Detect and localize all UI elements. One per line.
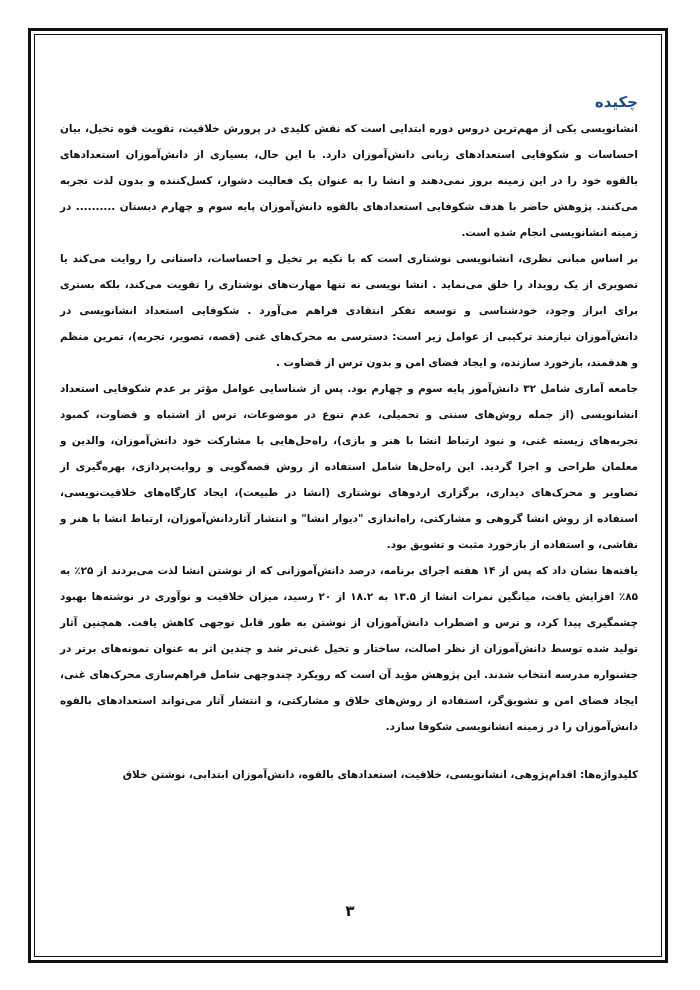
- abstract-title: چکیده: [594, 93, 638, 111]
- abstract-paragraph-1: انشانویسی یکی از مهم‌ترین دروس دوره ابتدایی است که نقش کلیدی در پرورش خلاقیت، تقویت قوه تخیل، بیان احساسات و شکوفایی استعدادهای زبانی دانش‌آموزان دارد. با این حال، بسیاری از دانش‌آموزان استعدادهای بالقوه خود را در این زمینه بروز نمی‌دهند و انشا را به عنوان یک فعالیت دشوار، کسل‌کننده و بدون لذت تجربه می‌کنند. پژوهش حاضر با هدف شکوفایی استعدادهای بالقوه دانش‌آموزان پایه سوم و چهارم دبستان .......... در زمینه انشانویسی انجام شده است.: [60, 123, 638, 239]
- page-number: ۳: [345, 902, 355, 920]
- abstract-section: [60, 92, 638, 788]
- abstract-paragraph-2: بر اساس مبانی نظری، انشانویسی نوشتاری است که با تکیه بر تخیل و احساسات، داستانی را روایت می‌کند یا تصویری از یک رویداد را خلق می‌نماید . انشا نویسی نه تنها مهارت‌های نوشتاری را تقویت می‌کند، بلکه بستری برای ابراز وجود، خودشناسی و توسعه تفکر انتقادی فراهم می‌آورد . شکوفایی استعداد انشانویسی در دانش‌آموزان نیازمند ترکیبی از عوامل زیر است: دسترسی به محرک‌های غنی (قصه، تصویر، تجربه)، تمرین منظم و هدفمند، بازخورد سازنده، و ایجاد فضای امن و بدون ترس از قضاوت .: [60, 253, 638, 369]
- abstract-paragraph-3: جامعه آماری شامل ۳۲ دانش‌آموز پایه سوم و چهارم بود. پس از شناسایی عوامل مؤثر بر عدم شکوفایی استعداد انشانویسی (از جمله روش‌های سنتی و تحمیلی، عدم تنوع در موضوعات، ترس از اشتباه و قضاوت، کمبود تجربه‌های زیسته غنی، و نبود ارتباط انشا با هنر و بازی)، راه‌حل‌هایی با مشارکت خود دانش‌آموزان، والدین و معلمان طراحی و اجرا گردید. این راه‌حل‌ها شامل استفاده از روش قصه‌گویی و روایت‌پردازی، بهره‌گیری از تصاویر و محرک‌های دیداری، برگزاری اردوهای نوشتاری (انشا در طبیعت)، ایجاد کارگاه‌های خلاقیت‌نویسی، استفاده از روش انشا گروهی و مشارکتی، راه‌اندازی "دیوار انشا" و انتشار آثاردانش‌آموزان، ارتباط انشا با هنر و نقاشی، و استفاده از بازخورد مثبت و تشویق بود.: [60, 383, 638, 551]
- keywords-line: کلیدواژه‌ها: اقدام‌پژوهی، انشانویسی، خلاقیت، استعدادهای بالقوه، دانش‌آموزان ابتدایی، نوشتن خلاق: [122, 769, 638, 781]
- abstract-paragraph-4: یافته‌ها نشان داد که پس از ۱۴ هفته اجرای برنامه، درصد دانش‌آموزانی که از نوشتن انشا لذت می‌بردند از ۲۵٪ به ۸۵٪ افزایش یافت، میانگین نمرات انشا از ۱۳.۵ به ۱۸.۲ از ۲۰ رسید، میزان خلاقیت و نوآوری در نوشته‌ها بهبود چشمگیری پیدا کرد، و ترس و اضطراب دانش‌آموزان از نوشتن به طور قابل توجهی کاهش یافت. همچنین آثار تولید شده توسط دانش‌آموزان از نظر اصالت، ساختار و تخیل غنی‌تر شد و چندین اثر به عنوان نمونه‌های برتر در جشنواره مدرسه انتخاب شدند. این پژوهش مؤید آن است که رویکرد چندوجهی شامل فراهم‌سازی محرک‌های غنی، ایجاد فضای امن و تشویق‌گر، استفاده از روش‌های خلاق و مشارکتی، و انتشار آثار می‌تواند استعدادهای بالقوه دانش‌آموزان را در زمینه انشانویسی شکوفا سازد.: [60, 565, 638, 733]
